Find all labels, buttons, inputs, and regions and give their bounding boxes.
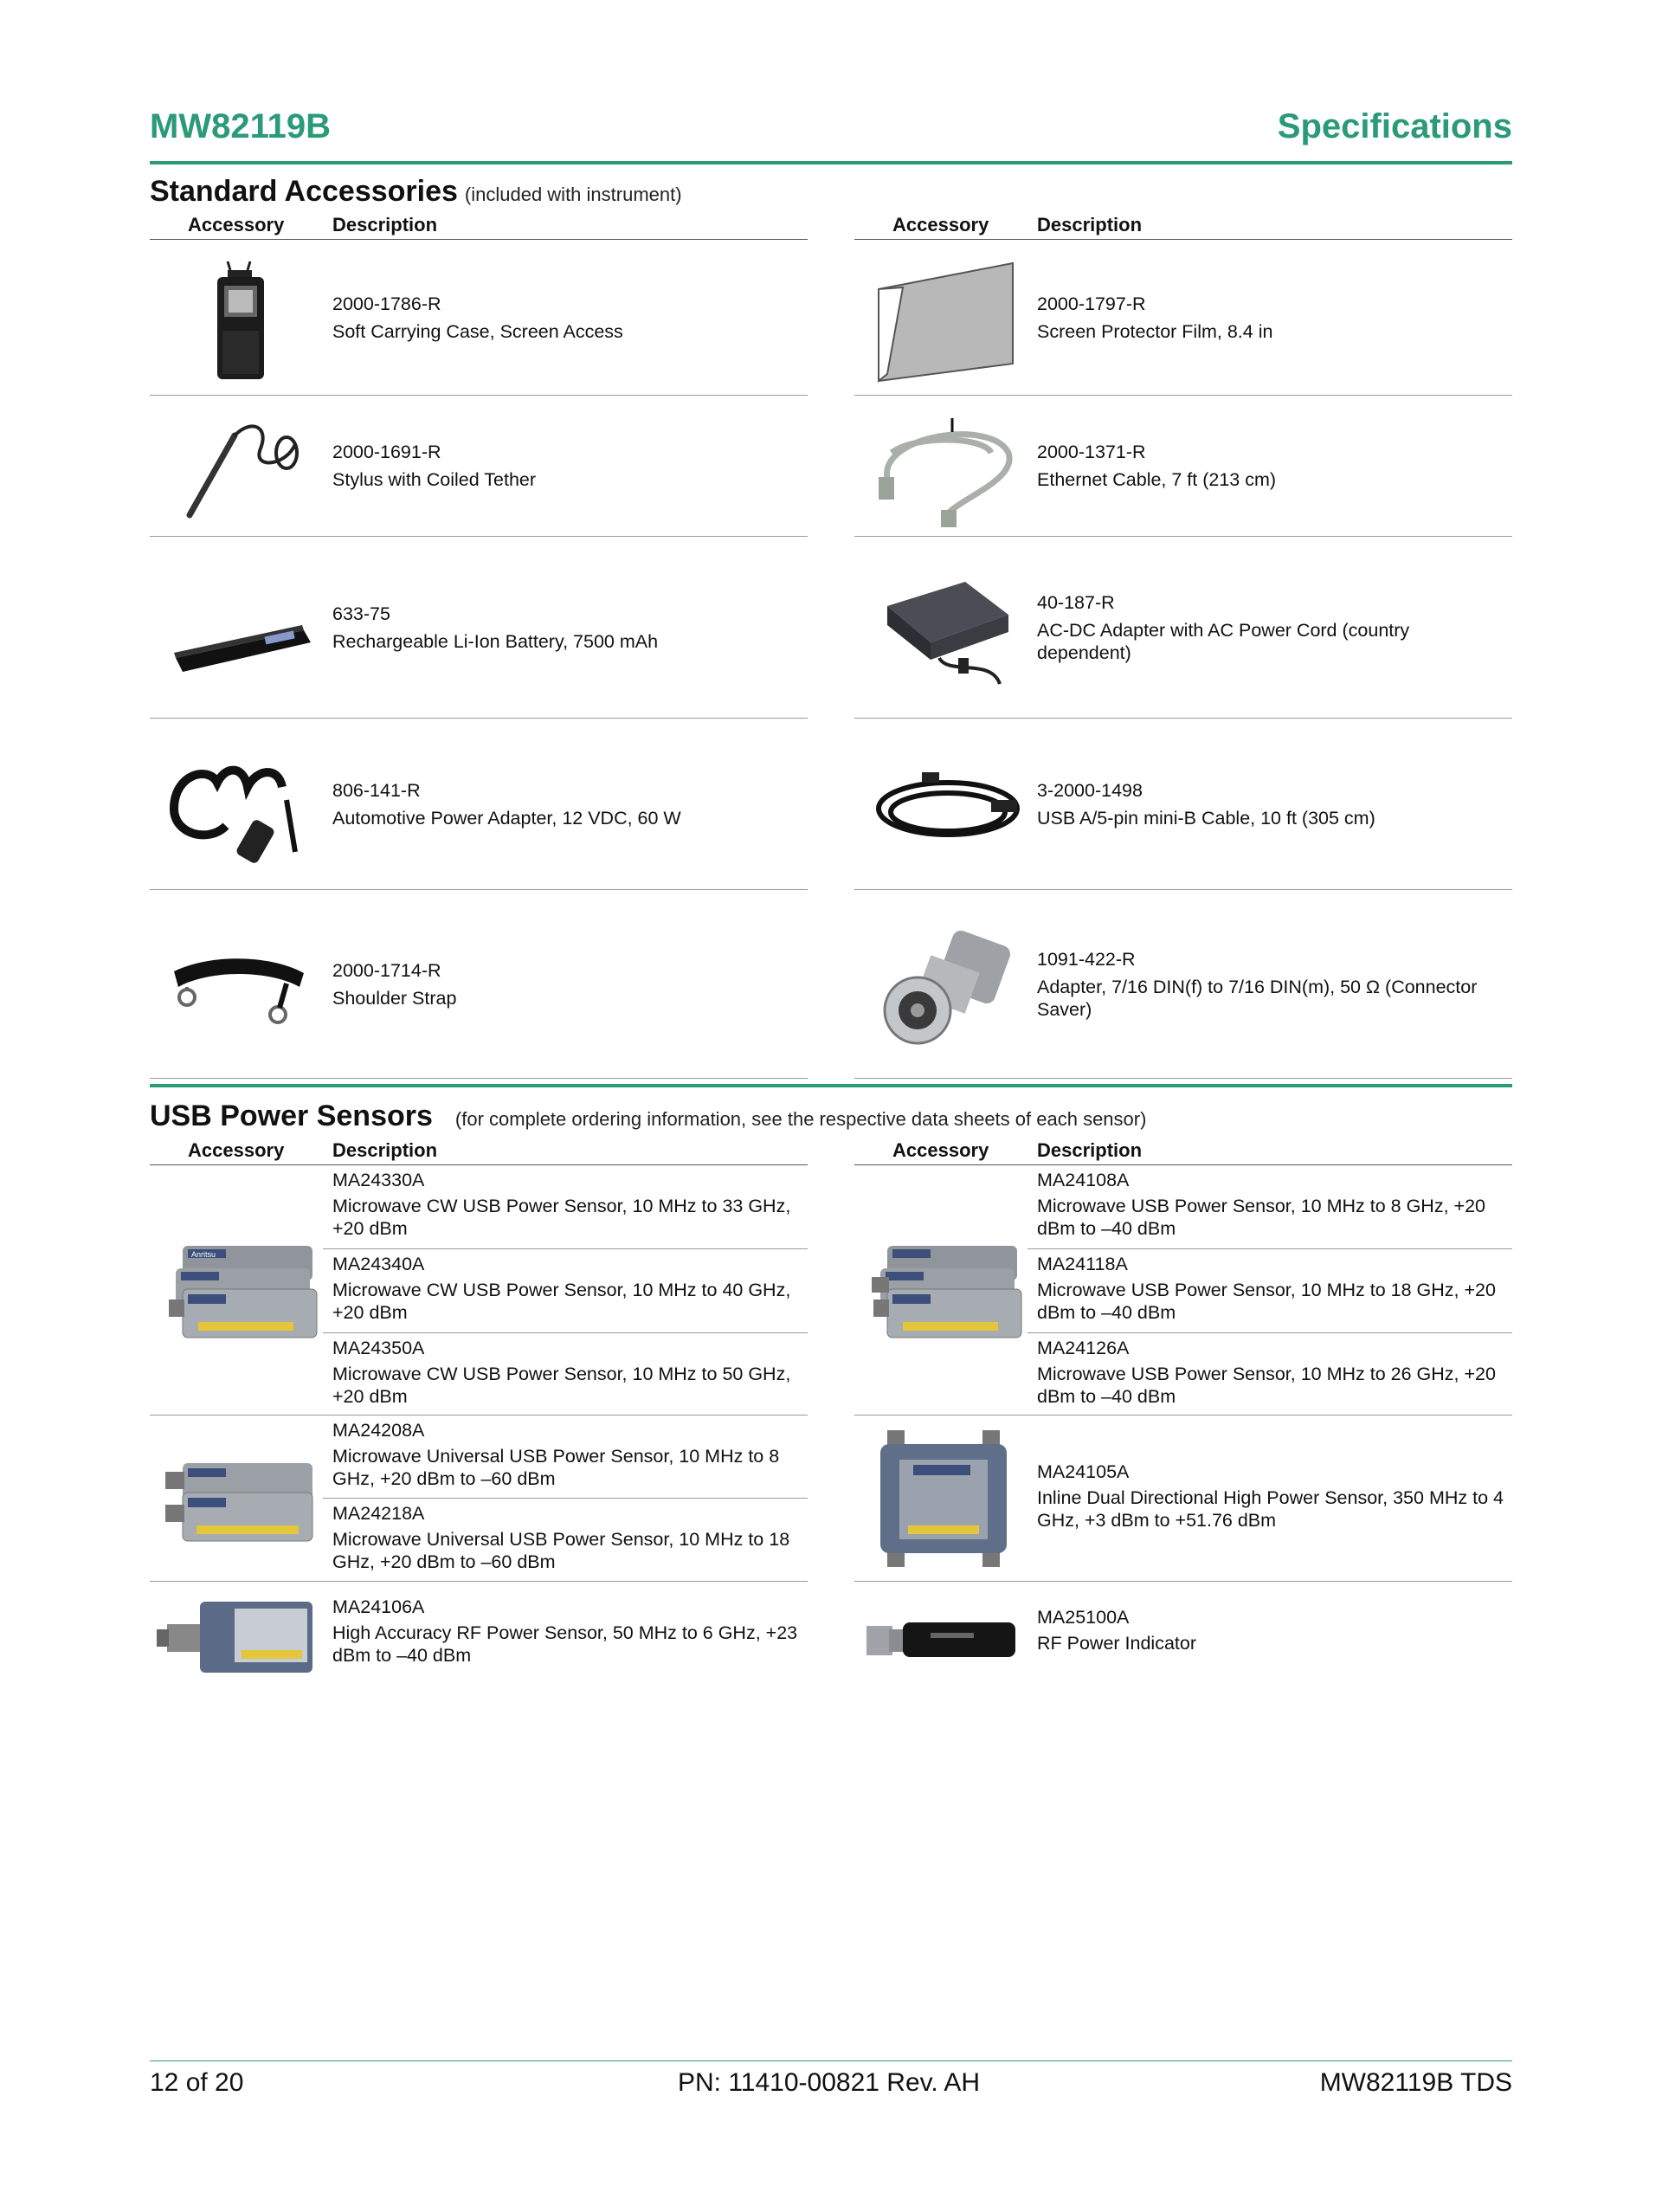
- part-number: 40-187-R: [1037, 591, 1115, 613]
- usb-cable-icon: [861, 739, 1026, 869]
- part-description: Microwave USB Power Sensor, 10 MHz to 8 GHz, +20 dBm to –40 dBm: [1037, 1196, 1485, 1239]
- page-header: [150, 102, 1512, 164]
- stylus-icon: [157, 401, 321, 531]
- part-description: RF Power Indicator: [1037, 1633, 1197, 1654]
- page-number: 12 of 20: [150, 2068, 244, 2097]
- power-sensor-stack-icon: [861, 1234, 1026, 1346]
- sensor-item: [1027, 1249, 1512, 1333]
- description-heading: Description: [1037, 214, 1143, 235]
- part-description: Microwave Universal USB Power Sensor, 10 MHz to 18 GHz, +20 dBm to –60 dBm: [332, 1529, 790, 1572]
- standard-accessories-title: Standard Accessories (included with instrument): [150, 175, 682, 208]
- part-description: Microwave CW USB Power Sensor, 10 MHz to 33 GHz, +20 dBm: [332, 1196, 791, 1239]
- part-number: 2000-1714-R: [332, 959, 441, 981]
- part-number: 1091-422-R: [1037, 948, 1136, 970]
- part-description: Rechargeable Li-Ion Battery, 7500 mAh: [332, 630, 659, 652]
- sensor-item: [1027, 1333, 1512, 1416]
- part-description: Automotive Power Adapter, 12 VDC, 60 W: [332, 807, 681, 829]
- part-number: MA24350A: [332, 1338, 425, 1358]
- sensor-group: [150, 1582, 808, 1693]
- sensor-group: [854, 1165, 1512, 1416]
- rf-power-indicator-icon: [861, 1598, 1026, 1676]
- part-description: Screen Protector Film, 8.4 in: [1037, 320, 1273, 342]
- accessory-heading: Accessory: [892, 214, 989, 235]
- accessory-row: [150, 719, 808, 890]
- connector-adapter-icon: [861, 919, 1026, 1049]
- part-number: MA24126A: [1037, 1338, 1130, 1358]
- screen-film-icon: [861, 253, 1026, 383]
- part-number: 3-2000-1498: [1037, 779, 1143, 801]
- sensor-group: [150, 1416, 808, 1582]
- sensor-item: [323, 1165, 808, 1249]
- battery-icon: [157, 563, 321, 693]
- column-header: [150, 1139, 808, 1165]
- part-description: Microwave Universal USB Power Sensor, 10 MHz to 8 GHz, +20 dBm to –60 dBm: [332, 1446, 780, 1489]
- section-label: Specifications: [1277, 107, 1512, 145]
- ac-adapter-icon: [861, 563, 1026, 693]
- power-sensor-stack-icon: [157, 1234, 321, 1346]
- accessory-heading: Accessory: [892, 1139, 989, 1161]
- part-number: MA24208A: [332, 1420, 425, 1441]
- part-description: Microwave CW USB Power Sensor, 10 MHz to 50 GHz, +20 dBm: [332, 1364, 791, 1407]
- sensor-group: [854, 1582, 1512, 1693]
- sensor-group: [854, 1416, 1512, 1582]
- page-footer: [150, 2060, 1512, 2097]
- sensors-right: [854, 1139, 1512, 1693]
- standard-accessories-right: [854, 214, 1512, 1079]
- sensor-item: [323, 1582, 808, 1693]
- accessory-row: [150, 396, 808, 537]
- description-heading: Description: [1037, 1139, 1143, 1161]
- car-adapter-icon: [157, 739, 321, 869]
- part-description: USB A/5-pin mini-B Cable, 10 ft (305 cm): [1037, 807, 1375, 829]
- part-description: Shoulder Strap: [332, 987, 457, 1009]
- inline-power-sensor-icon: [861, 1425, 1026, 1572]
- sensor-group: [150, 1165, 808, 1416]
- accessory-row: [854, 890, 1512, 1079]
- sensor-item: [323, 1499, 808, 1582]
- part-number: 633-75: [332, 603, 390, 624]
- part-number: MA24340A: [332, 1254, 425, 1274]
- part-description: Soft Carrying Case, Screen Access: [332, 320, 623, 342]
- accessory-heading: Accessory: [188, 1139, 285, 1161]
- carrying-case-icon: [157, 253, 321, 383]
- accessory-row: [150, 537, 808, 719]
- part-description: Stylus with Coiled Tether: [332, 469, 537, 490]
- part-number: 2000-1797-R: [1037, 293, 1146, 314]
- accessory-row: [150, 240, 808, 396]
- accessory-row: [150, 890, 808, 1079]
- power-sensor-pair-icon: [157, 1442, 321, 1555]
- part-description: Ethernet Cable, 7 ft (213 cm): [1037, 469, 1277, 490]
- section-divider: [150, 1084, 1512, 1087]
- part-description: Adapter, 7/16 DIN(f) to 7/16 DIN(m), 50 Ω (Connector Saver): [1037, 976, 1478, 1020]
- part-number: 2000-1691-R: [332, 442, 441, 462]
- sensor-item: [323, 1249, 808, 1333]
- accessory-row: [854, 396, 1512, 537]
- part-number: 2000-1371-R: [1037, 442, 1146, 462]
- part-number: MA24106A: [332, 1596, 425, 1617]
- part-description: Microwave USB Power Sensor, 10 MHz to 26 GHz, +20 dBm to –40 dBm: [1037, 1364, 1496, 1407]
- part-number: MA24108A: [1037, 1170, 1130, 1190]
- part-description: Inline Dual Directional High Power Sensor, 350 MHz to 4 GHz, +3 dBm to +51.76 dBm: [1037, 1487, 1504, 1531]
- sensor-item: [1027, 1165, 1512, 1249]
- column-header: [854, 1139, 1512, 1165]
- description-heading: Description: [332, 1139, 438, 1161]
- brand-label: Anritsu: [191, 1250, 216, 1259]
- usb-power-sensors-subtitle: (for complete ordering information, see the respective data sheets of each sensor): [454, 1108, 1147, 1130]
- sensor-item: [323, 1416, 808, 1499]
- accessory-row: [854, 537, 1512, 719]
- sensor-item: [1027, 1416, 1512, 1582]
- ethernet-cable-icon: [861, 401, 1026, 531]
- part-number: MA25100A: [1037, 1607, 1130, 1628]
- description-heading: Description: [332, 214, 438, 235]
- usb-power-sensors-title: USB Power Sensors (for complete ordering information, see the respective data sheets of each sensor): [150, 1100, 1147, 1132]
- sensor-item: [1027, 1582, 1512, 1693]
- part-number: MA24330A: [332, 1170, 425, 1190]
- product-model: MW82119B: [150, 107, 331, 145]
- part-number: MA24105A: [1037, 1461, 1130, 1482]
- part-number: MA24218A: [332, 1503, 425, 1524]
- column-header: [150, 214, 808, 240]
- accessory-heading: Accessory: [188, 214, 285, 235]
- part-number: MA24118A: [1037, 1254, 1128, 1274]
- part-number: 2000-1786-R: [332, 293, 441, 314]
- accessory-row: [854, 240, 1512, 396]
- part-number: 806-141-R: [332, 779, 421, 801]
- column-header: [854, 214, 1512, 240]
- part-description: Microwave CW USB Power Sensor, 10 MHz to 40 GHz, +20 dBm: [332, 1280, 791, 1323]
- part-description: High Accuracy RF Power Sensor, 50 MHz to 6 GHz, +23 dBm to –40 dBm: [332, 1622, 798, 1666]
- standard-accessories-left: [150, 214, 808, 1079]
- sensors-left: [150, 1139, 808, 1693]
- accessory-row: [854, 719, 1512, 890]
- standard-accessories-subtitle: (included with instrument): [464, 184, 682, 205]
- part-description: Microwave USB Power Sensor, 10 MHz to 18 GHz, +20 dBm to –40 dBm: [1037, 1280, 1496, 1323]
- document-part-number: PN: 11410-00821 Rev. AH: [678, 2068, 981, 2097]
- rf-power-sensor-icon: [157, 1590, 321, 1685]
- sensor-item: [323, 1333, 808, 1416]
- part-description: AC-DC Adapter with AC Power Cord (country dependent): [1037, 619, 1410, 663]
- document-name: MW82119B TDS: [1319, 2068, 1512, 2097]
- shoulder-strap-icon: [157, 919, 321, 1049]
